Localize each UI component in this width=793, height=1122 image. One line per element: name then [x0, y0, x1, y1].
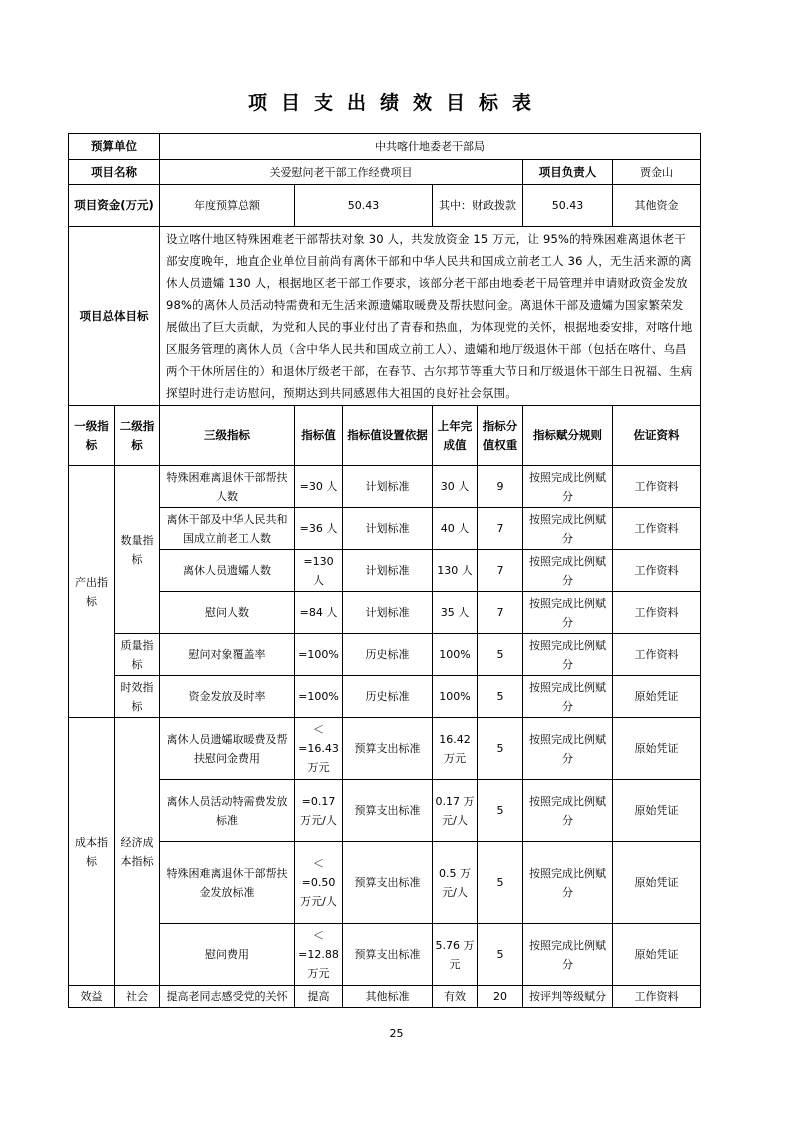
indicator-name: 慰问对象覆盖率: [160, 634, 295, 676]
indicator-evidence: 工作资料: [613, 550, 701, 592]
indicator-evidence: 原始凭证: [613, 718, 701, 780]
indicator-value: =100%: [295, 676, 343, 718]
indicator-rule: 按照完成比例赋分: [523, 718, 613, 780]
indicator-evidence: 原始凭证: [613, 676, 701, 718]
indicator-value: =130 人: [295, 550, 343, 592]
other-label: 其他资金: [613, 185, 701, 227]
indicator-last: 100%: [433, 676, 478, 718]
indicator-rule: 按照完成比例赋分: [523, 676, 613, 718]
group-timeliness: 时效指标: [115, 676, 160, 718]
group-cost: 成本指标: [69, 718, 115, 986]
project-leader-value: 贾金山: [613, 160, 701, 185]
indicator-evidence: 工作资料: [613, 592, 701, 634]
indicator-name: 慰问人数: [160, 592, 295, 634]
col-last-year: 上年完成值: [433, 406, 478, 466]
indicator-last: 30 人: [433, 466, 478, 508]
indicator-basis: 历史标准: [343, 676, 433, 718]
project-name-row: [69, 160, 701, 185]
indicator-last: 0.17 万元/人: [433, 780, 478, 842]
table-row: [69, 592, 701, 634]
indicator-weight: 7: [478, 592, 523, 634]
funds-row: [69, 185, 701, 227]
col-level1: 一级指标: [69, 406, 115, 466]
indicator-evidence: 工作资料: [613, 986, 701, 1008]
group-output: 产出指标: [69, 466, 115, 718]
indicator-last: 有效: [433, 986, 478, 1008]
indicator-basis: 预算支出标准: [343, 842, 433, 924]
col-weight: 指标分值权重: [478, 406, 523, 466]
table-row: [69, 842, 701, 924]
table-row: [69, 634, 701, 676]
indicator-rule: 按照完成比例赋分: [523, 592, 613, 634]
indicator-basis: 计划标准: [343, 508, 433, 550]
group-quantity: 数量指标: [115, 466, 160, 634]
indicator-evidence: 工作资料: [613, 466, 701, 508]
indicator-evidence: 工作资料: [613, 508, 701, 550]
indicator-name: 特殊困难离退休干部帮扶人数: [160, 466, 295, 508]
indicator-basis: 计划标准: [343, 592, 433, 634]
fiscal-label: 其中：财政拨款: [433, 185, 523, 227]
indicator-value: ＜=16.43 万元: [295, 718, 343, 780]
indicator-name: 离休人员活动特需费发放标准: [160, 780, 295, 842]
indicator-evidence: 原始凭证: [613, 842, 701, 924]
col-basis: 指标值设置依据: [343, 406, 433, 466]
group-social: 社会: [115, 986, 160, 1008]
group-quality: 质量指标: [115, 634, 160, 676]
indicator-name: 离休人员遗孀人数: [160, 550, 295, 592]
indicator-rule: 按照完成比例赋分: [523, 634, 613, 676]
indicator-basis: 其他标准: [343, 986, 433, 1008]
indicator-rule: 按照完成比例赋分: [523, 550, 613, 592]
indicator-value: ＜=12.88 万元: [295, 924, 343, 986]
budget-unit-label: 预算单位: [69, 134, 160, 160]
indicator-rule: 按照完成比例赋分: [523, 924, 613, 986]
indicator-basis: 预算支出标准: [343, 924, 433, 986]
indicator-last: 40 人: [433, 508, 478, 550]
indicator-basis: 历史标准: [343, 634, 433, 676]
indicator-weight: 7: [478, 508, 523, 550]
indicator-rule: 按照完成比例赋分: [523, 466, 613, 508]
indicator-name: 特殊困难离退休干部帮扶金发放标准: [160, 842, 295, 924]
table-row: [69, 550, 701, 592]
col-level3: 三级指标: [160, 406, 295, 466]
indicator-last: 0.5 万元/人: [433, 842, 478, 924]
table-row: [69, 466, 701, 508]
indicator-value: ＜=0.50 万元/人: [295, 842, 343, 924]
project-name-label: 项目名称: [69, 160, 160, 185]
table-row: [69, 780, 701, 842]
indicator-weight: 9: [478, 466, 523, 508]
funds-label: 项目资金(万元): [69, 185, 160, 227]
table-row: [69, 718, 701, 780]
indicator-evidence: 工作资料: [613, 634, 701, 676]
page-number: 25: [389, 1027, 404, 1040]
budget-unit-row: [69, 134, 701, 160]
indicator-basis: 预算支出标准: [343, 780, 433, 842]
indicator-weight: 20: [478, 986, 523, 1008]
indicator-rule: 按照完成比例赋分: [523, 508, 613, 550]
indicator-name: 离休干部及中华人民共和国成立前老工人数: [160, 508, 295, 550]
annual-budget-label: 年度预算总额: [160, 185, 295, 227]
indicator-rule: 按照完成比例赋分: [523, 842, 613, 924]
project-name-value: 关爱慰问老干部工作经费项目: [160, 160, 523, 185]
table-row: [69, 924, 701, 986]
indicator-last: 100%: [433, 634, 478, 676]
indicator-value: =100%: [295, 634, 343, 676]
group-economic: 经济成本指标: [115, 718, 160, 986]
indicator-last: 35 人: [433, 592, 478, 634]
indicator-last: 130 人: [433, 550, 478, 592]
indicator-value: =36 人: [295, 508, 343, 550]
indicator-last: 16.42 万元: [433, 718, 478, 780]
indicator-evidence: 原始凭证: [613, 924, 701, 986]
indicator-name: 离休人员遗孀取暖费及帮扶慰问金费用: [160, 718, 295, 780]
goal-row: [69, 227, 701, 406]
indicator-value: 提高: [295, 986, 343, 1008]
indicator-rule: 按照完成比例赋分: [523, 780, 613, 842]
column-header-row: [69, 406, 701, 466]
indicator-name: 提高老同志感受党的关怀: [160, 986, 295, 1008]
budget-unit-value: 中共喀什地委老干部局: [160, 134, 701, 160]
indicator-weight: 5: [478, 780, 523, 842]
fiscal-value: 50.43: [523, 185, 613, 227]
performance-table: [68, 133, 701, 1008]
indicator-value: =30 人: [295, 466, 343, 508]
indicator-weight: 5: [478, 842, 523, 924]
indicator-weight: 5: [478, 924, 523, 986]
indicator-value: =0.17 万元/人: [295, 780, 343, 842]
goal-text: 设立喀什地区特殊困难老干部帮扶对象 30 人，共发放资金 15 万元，让 95%的特殊困难离退休老干部安度晚年，地直企业单位目前尚有离休干部和中华人民共和国成立前老工人 36 人，无生活来源的离休人员遗孀 130 人，根据地区老干部工作要求，该部分老干部由地委老干局管理并申请财政资金发放 98%的离休人员活动特需费和无生活来源遗孀取暖费及帮扶慰问金。离退休干部及遗孀为国家繁荣发展做出了巨大贡献，为党和人民的事业付出了青春和热血，为体现党的关怀，根据地委安排，对喀什地区服务管理的离休人员（含中华人民共和国成立前工人）、遗孀和地厅级退休干部（包括在喀什、乌昌两个干休所居住的）和退休厅级老干部，在春节、古尔邦节等重大节日和厅级退休干部生日祝福、生病探望时进行走访慰问，预期达到共同感恩伟大祖国的良好社会氛围。: [160, 227, 701, 406]
table-row: [69, 986, 701, 1008]
table-row: [69, 508, 701, 550]
indicator-value: =84 人: [295, 592, 343, 634]
col-level2: 二级指标: [115, 406, 160, 466]
indicator-basis: 计划标准: [343, 550, 433, 592]
group-benefit: 效益: [69, 986, 115, 1008]
page-title: 项目支出绩效目标表: [247, 92, 545, 114]
indicator-weight: 7: [478, 550, 523, 592]
indicator-rule: 按评判等级赋分: [523, 986, 613, 1008]
indicator-weight: 5: [478, 718, 523, 780]
table-row: [69, 676, 701, 718]
annual-budget-value: 50.43: [295, 185, 433, 227]
indicator-last: 5.76 万元: [433, 924, 478, 986]
indicator-basis: 预算支出标准: [343, 718, 433, 780]
indicator-basis: 计划标准: [343, 466, 433, 508]
project-leader-label: 项目负责人: [523, 160, 613, 185]
indicator-weight: 5: [478, 634, 523, 676]
col-rule: 指标赋分规则: [523, 406, 613, 466]
indicator-name: 资金发放及时率: [160, 676, 295, 718]
indicator-weight: 5: [478, 676, 523, 718]
indicator-name: 慰问费用: [160, 924, 295, 986]
goal-label: 项目总体目标: [69, 227, 160, 406]
col-value: 指标值: [295, 406, 343, 466]
col-evidence: 佐证资料: [613, 406, 701, 466]
indicator-evidence: 原始凭证: [613, 780, 701, 842]
